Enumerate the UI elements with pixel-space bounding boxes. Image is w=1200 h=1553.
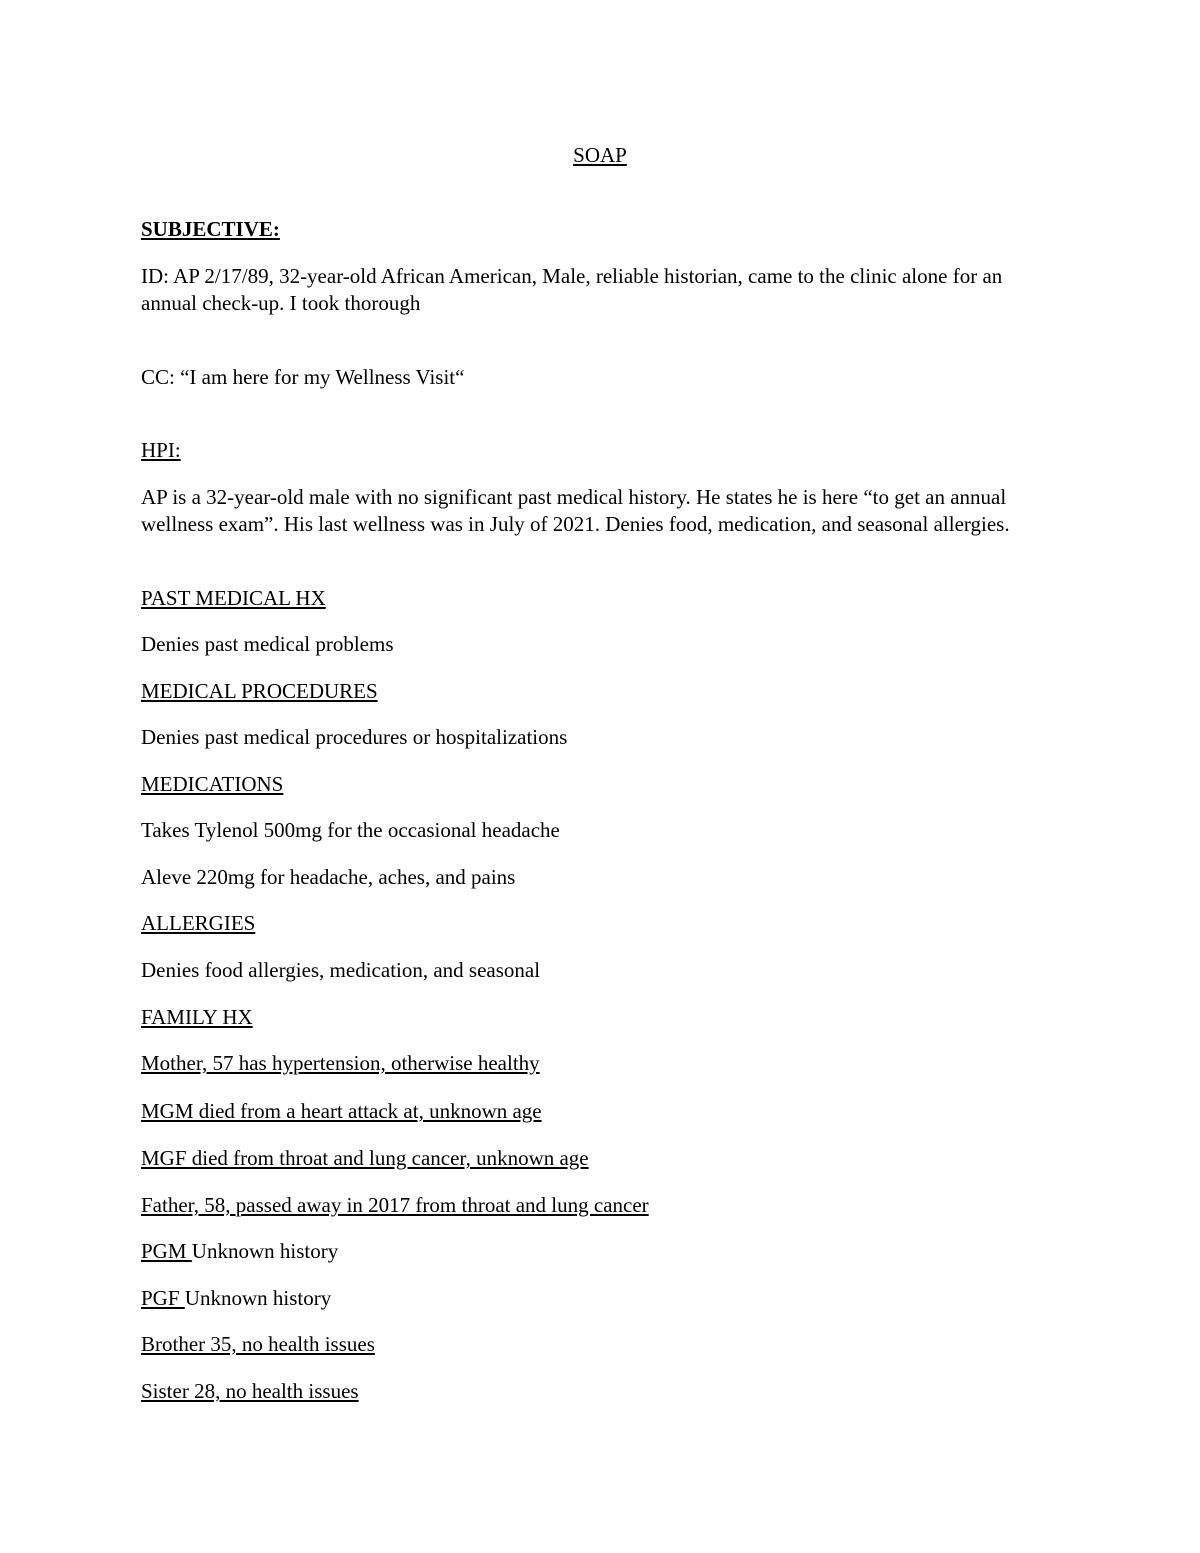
- pgm-text: Unknown history: [191, 1239, 339, 1263]
- past-medical-hx-text: Denies past medical problems: [141, 632, 394, 656]
- chief-complaint: CC: “I am here for my Wellness Visit“: [141, 365, 465, 389]
- pgf-text: Unknown history: [184, 1286, 332, 1310]
- document-title: SOAP: [573, 143, 627, 167]
- family-member-pgm: [141, 1238, 338, 1265]
- family-member-brother: Brother 35, no health issues: [141, 1332, 375, 1356]
- medical-procedures-heading: MEDICAL PROCEDURES: [141, 679, 378, 703]
- family-member-mgm: MGM died from a heart attack at, unknown age: [141, 1099, 542, 1123]
- past-medical-hx-heading: PAST MEDICAL HX: [141, 586, 326, 610]
- medication-item: Aleve 220mg for headache, aches, and pains: [141, 865, 516, 889]
- medication-item: Takes Tylenol 500mg for the occasional headache: [141, 818, 560, 842]
- medical-procedures-text: Denies past medical procedures or hospitalizations: [141, 725, 568, 749]
- subjective-heading: SUBJECTIVE:: [141, 217, 280, 241]
- allergies-text: Denies food allergies, medication, and seasonal: [141, 958, 541, 982]
- id-paragraph: ID: AP 2/17/89, 32-year-old African American, Male, reliable historian, came to the clinic alone for an annual check-up. I took thorough: [141, 264, 1003, 315]
- family-member-mother: Mother, 57 has hypertension, otherwise healthy: [141, 1051, 540, 1075]
- family-member-pgf: [141, 1285, 331, 1312]
- family-member-father: Father, 58, passed away in 2017 from throat and lung cancer: [141, 1193, 649, 1217]
- medications-heading: MEDICATIONS: [141, 772, 284, 796]
- family-member-sister: Sister 28, no health issues: [141, 1379, 359, 1403]
- hpi-heading: HPI:: [141, 438, 181, 462]
- allergies-heading: ALLERGIES: [141, 911, 256, 935]
- pgm-label: PGM: [141, 1239, 192, 1263]
- hpi-paragraph: AP is a 32-year-old male with no significant past medical history. He states he is here “to get an annual wellness exam”. His last wellness was in July of 2021. Denies food, medication, and seasonal allergies.: [141, 485, 1010, 536]
- pgf-label: PGF: [141, 1286, 185, 1310]
- family-hx-heading: FAMILY HX: [141, 1005, 253, 1029]
- family-member-mgf: MGF died from throat and lung cancer, unknown age: [141, 1146, 589, 1170]
